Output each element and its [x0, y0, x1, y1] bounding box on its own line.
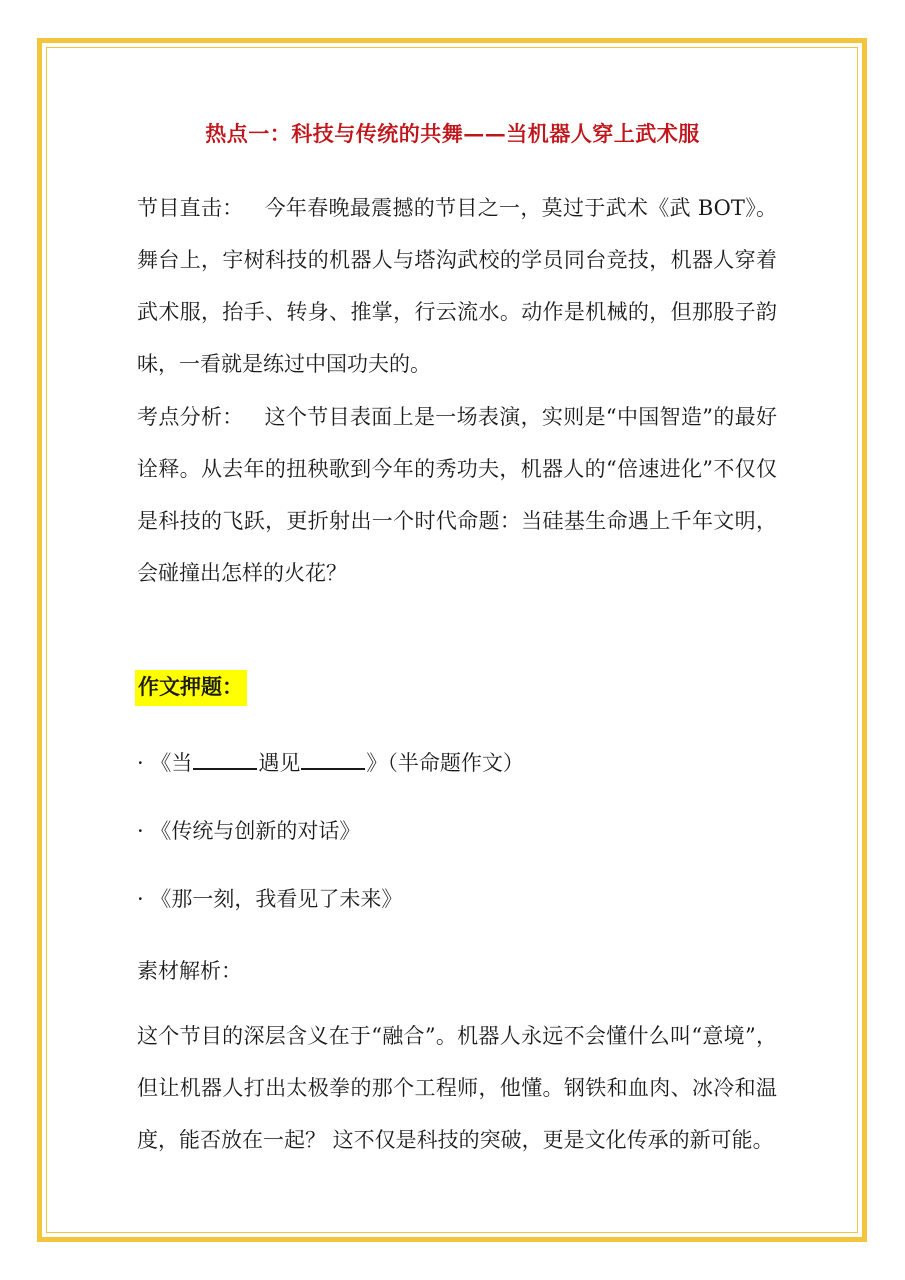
- essay-topic-2-text: 《传统与创新的对话》: [150, 819, 361, 843]
- essay-topic-2: [137, 816, 360, 846]
- page-title: 热点一：科技与传统的共舞——当机器人穿上武术服: [205, 121, 700, 146]
- bullet-dot: ·: [137, 751, 144, 775]
- program-text: 今年春晚最震撼的节目之一，莫过于武术《武 BOT》。舞台上，宇树科技的机器人与塔沟武校的学员同台竞技，机器人穿着武术服，抬手、转身、推掌，行云流水。动作是机械的，但那股子韵味，一看就是练过中国功夫的。: [137, 196, 778, 376]
- bullet-dot: ·: [137, 887, 144, 911]
- analysis-label: 考点分析：: [137, 405, 244, 429]
- essay-topic-1-close: 》（半命题作文）: [366, 751, 524, 775]
- material-text: 这个节目的深层含义在于“融合”。机器人永远不会懂什么叫“意境”，但让机器人打出太极拳的那个工程师，他懂。钢铁和血肉、冰冷和温度，能否放在一起？ 这不仅是科技的突破，更是文化传承的新可能。: [137, 1024, 777, 1152]
- essay-topic-1-mid: 遇见: [258, 751, 301, 775]
- blank-line: [193, 746, 257, 770]
- program-label: 节目直击：: [137, 196, 244, 220]
- bullet-dot: ·: [137, 819, 144, 843]
- essay-label: 作文押题：: [135, 670, 247, 706]
- essay-topic-3: [137, 884, 402, 914]
- essay-topic-3-text: 《那一刻，我看见了未来》: [150, 887, 403, 911]
- analysis-text: 这个节目表面上是一场表演，实则是“中国智造”的最好诠释。从去年的扭秧歌到今年的秀功夫，机器人的“倍速进化”不仅仅是科技的飞跃，更折射出一个时代命题：当硅基生命遇上千年文明，会碰撞出怎样的火花？: [137, 405, 777, 585]
- material-label: 素材解析：: [137, 959, 242, 983]
- program-section: [137, 182, 777, 390]
- analysis-section: [137, 391, 777, 599]
- blank-line: [301, 746, 365, 770]
- essay-topic-1: [137, 746, 524, 778]
- essay-topic-1-open: 《当: [150, 751, 193, 775]
